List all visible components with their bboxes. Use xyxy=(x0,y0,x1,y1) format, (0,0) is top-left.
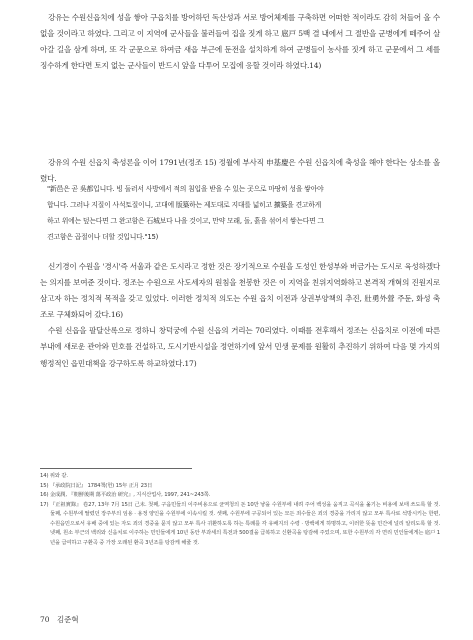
paragraph-text: 신기경이 수원을 '경시'즉 서울과 같은 도시라고 정한 것은 장기적으로 수원을 도성인 한성부와 버금가는 도시로 육성하겠다는 의지를 보여준 것이다. 정조는 수원으로 사도세자의 원침을 천봉한 것은 이 지역을 친위지역화하고 본격적 개혁의 진원지로 삼고자 하는 정치적 목적을 갖고 있었다. 이러한 정치적 의도는 수원 읍치 이전과 상권부양책의 추진, 壯勇外營 주둔, 화성 축조로 구체화되어 갔다.16) xyxy=(40,262,440,320)
author-name: 김준혁 xyxy=(56,615,79,624)
quote-line: 하고 위에는 덮는다면 그 완고함은 石城보다 나을 것이고, 만약 모래, 돌, 흙을 섞어서 쌓는다면 그 xyxy=(47,217,324,226)
paragraph-text: 강유는 수원신읍치에 성을 쌓아 구읍치를 방어하던 독산성과 서로 방어체제를 구축하면 어떠한 적이라도 감히 쳐들어 올 수 없을 것이라고 하였다. 그리고 이 지역에 군사들을 불러들여 집을 짓게 하고 扈戸 5백 결 내에서 그 절반을 군병에게 떼주어 살아갈 길을 삼게 하며, 또 각 군문으로 하여금 새읍 부근에 둔전을 설치하게 하여 군병들이 농사를 짓게 하고 군문에서 그 세를 징수하게 한다면 토지 없는 군사들이 반드시 앞을 다투어 모집에 응할 것이라 하였다.14) xyxy=(40,13,440,71)
quote-line: 견고함은 곱절이나 더할 것입니다."15) xyxy=(47,233,159,242)
footnote-14: 14) 위와 같. xyxy=(40,473,68,479)
footnote-divider xyxy=(40,468,192,469)
body-paragraph-3 xyxy=(40,259,440,372)
footnote-16: 16) 金成潤, 『朝鮮後期 蕩平政治 硏究』, 지식산업사, 1997, 241~243쪽. xyxy=(40,492,211,498)
paragraph-text: 수원 신읍을 팔달산록으로 정하니 창덕궁에 수원 신읍의 거리는 70리였다. 이때를 전후해서 정조는 신읍치로 이전에 따른 부내에 새로운 관아와 민호를 건설하고, 도시기반시설을 정연하기에 앞서 민생 문제를 원활히 추진하기 위하여 다음 몇 가지의 행정적인 읍민대책을 강구하도록 하교하였다.17) xyxy=(40,326,440,368)
page-number: 70 xyxy=(40,615,50,624)
page-footer xyxy=(40,614,84,625)
footnote-17: 17) 『正祖實錄』 卷27, 13年 7月 15日 己未. 첫째, 구읍민들의 이주비용으로 균역청의 돈 10만 냥을 수원부에 내려 주어 백성을 움직고 곡식을 옮기는 비용에 보태 쓰도록 할 것. 둘째, 수원부에 딸렸던 장주부의 임용 · 용정 양인을 수원부에 이속시킬 것. 셋째, 수원부에 구공되어 있는 모든 죄수들은 죄의 경중을 가리지 않고 모두 특사로 석방시키는 한편, 수원읍민으로서 유배 중에 있는 자도 죄의 경중을 묻지 않고 모두 특사 귀환하도록 하는 특례를 각 유배지의 수령 · 방백에게 하명하고, 이러한 뜻을 민간에 널리 알리도록 할 것. 넷째, 원소 부근의 백리와 신읍치로 이주하는 민인들에게 10년 동안 부과세의 특전과 500결을 급복하고 신환곡을 탕감해 주었으며, 또한 수원부의 각 면리 민인들에게는 扈戸 1년을 급여하고 구환곡 중 가장 오래된 환곡 3년조를 탕감케 해줄 것. xyxy=(40,501,440,546)
footnotes xyxy=(40,472,440,548)
body-paragraph-1 xyxy=(40,10,440,74)
block-quote xyxy=(47,181,427,245)
quote-line: 합니다. 그러나 지질이 사석토질이니, 고대에 版築하는 제도대로 지대를 넓히고 擴築을 견고하게 xyxy=(47,201,322,210)
footnote-15: 15) 『承政院日記』 1784책(헌) 15年 正月 23日 xyxy=(40,482,153,489)
paragraph-text: 강유의 수원 신읍치 축성론을 이어 1791년(정조 15) 정월에 부사직 申基慶은 수원 신읍치에 축성을 해야 한다는 상소를 올렸다. xyxy=(40,158,440,184)
quote-line: "新邑은 곧 吳都입니다. 빙 둘러서 사방에서 적의 침입을 받을 수 있는 곳으로 마땅히 성을 쌓아야 xyxy=(47,185,324,193)
